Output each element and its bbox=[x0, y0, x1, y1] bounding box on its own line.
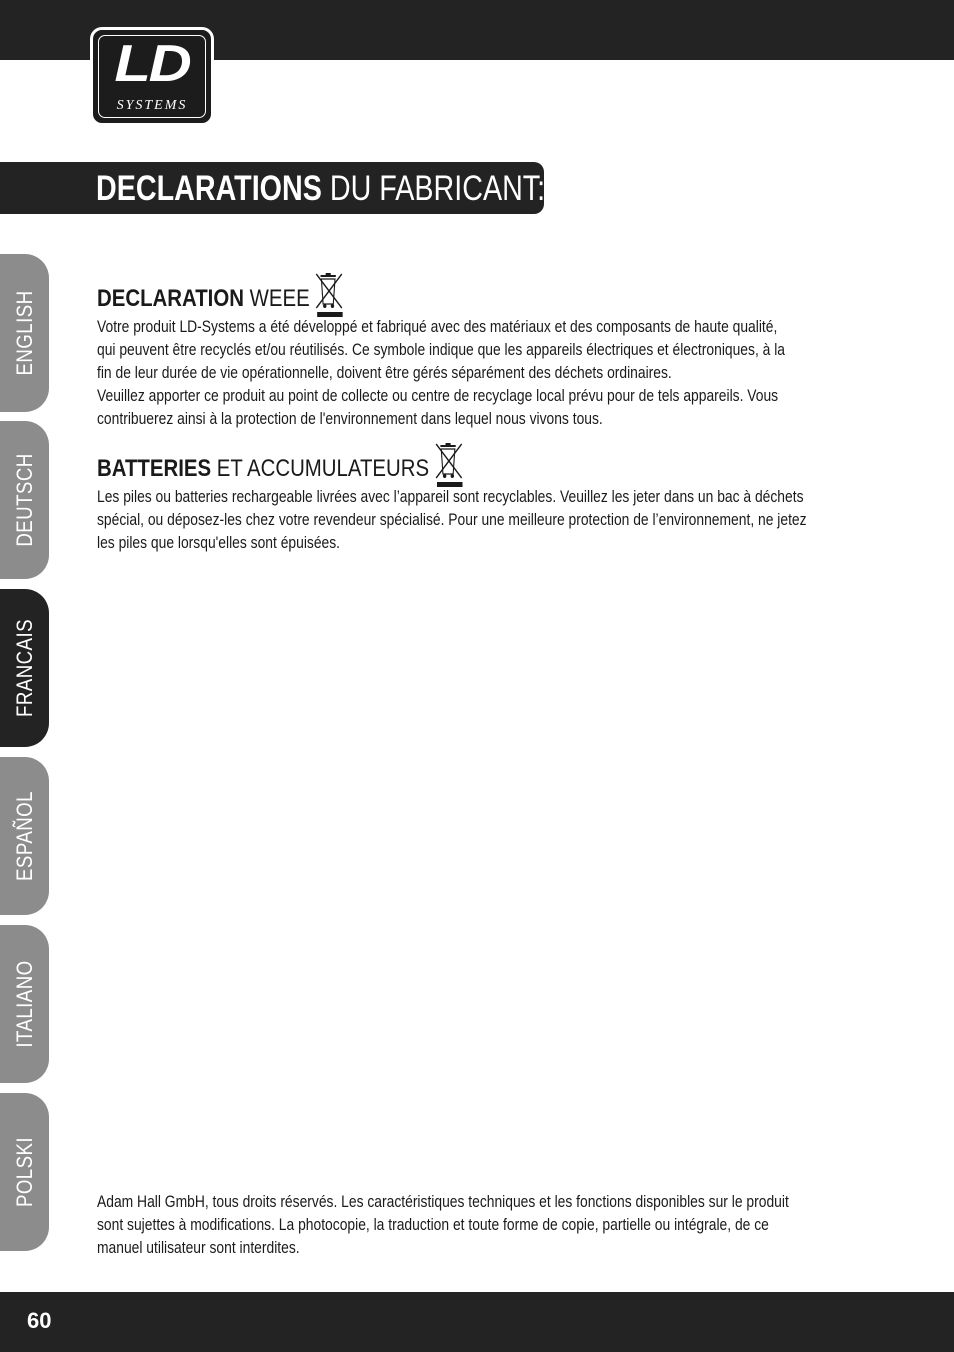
tab-label: ITALIANO bbox=[11, 960, 37, 1048]
text-line: sont sujettes à modifications. La photocopie, la traduction et toute forme de copie, partielle ou intégrale, de ce bbox=[97, 1216, 769, 1234]
tab-polski[interactable] bbox=[0, 1093, 49, 1251]
text-line: qui peuvent être recyclés et/ou réutilisés. Ce symbole indique que les appareils électriques et électroniques, à la bbox=[97, 341, 785, 359]
text-line: contribuerez ainsi à la protection de l'environnement dans lequel nous vivons tous. bbox=[97, 410, 603, 428]
batteries-paragraph bbox=[97, 486, 853, 555]
text-line: Adam Hall GmbH, tous droits réservés. Les caractéristiques techniques et les fonctions disponibles sur le produit bbox=[97, 1193, 789, 1211]
page-title bbox=[96, 168, 545, 210]
tab-italiano[interactable] bbox=[0, 925, 49, 1083]
ld-systems-logo bbox=[90, 27, 214, 126]
text-line: Veuillez apporter ce produit au point de collecte ou centre de recyclage local prévu pour de tels appareils. Vous bbox=[97, 387, 779, 405]
logo-subtitle: SYSTEMS bbox=[116, 98, 188, 113]
tab-label: ENGLISH bbox=[11, 290, 37, 376]
tab-label: POLSKI bbox=[11, 1136, 37, 1208]
page-title-bold: DECLARATIONS bbox=[96, 169, 322, 208]
text-line: spécial, ou déposez-les chez votre revendeur spécialisé. Pour une meilleure protection de l’environnement, ne jetez bbox=[97, 511, 807, 529]
footer-bar bbox=[0, 1292, 954, 1352]
text-line: manuel utilisateur sont interdites. bbox=[97, 1239, 300, 1257]
page-title-regular: DU FABRICANT: bbox=[321, 169, 546, 208]
batteries-heading-regular: ET ACCUMULATEURS bbox=[211, 455, 430, 482]
batteries-heading-bold: BATTERIES bbox=[97, 455, 212, 482]
weee-heading-bold: DECLARATION bbox=[97, 285, 244, 312]
tab-label: DEUTSCH bbox=[11, 453, 37, 547]
tab-deutsch[interactable] bbox=[0, 421, 49, 579]
page-number: 60 bbox=[27, 1308, 52, 1333]
tab-espanol[interactable] bbox=[0, 757, 49, 915]
tab-francais[interactable] bbox=[0, 589, 49, 747]
tab-english[interactable] bbox=[0, 254, 49, 412]
tab-label: ESPAÑOL bbox=[11, 791, 37, 881]
copyright-note bbox=[97, 1191, 853, 1260]
logo-badge bbox=[93, 30, 211, 123]
weee-paragraph bbox=[97, 316, 853, 431]
tab-label: FRANCAIS bbox=[11, 619, 37, 717]
text-line: fin de leur durée de vie opérationnelle, doivent être gérés séparément des déchets ordinaires. bbox=[97, 364, 672, 382]
logo-mark: LD bbox=[114, 35, 190, 93]
weee-heading-regular: WEEE bbox=[243, 285, 310, 312]
text-line: les piles que lorsqu'elles sont épuisées. bbox=[97, 534, 341, 552]
text-line: Votre produit LD-Systems a été développé et fabriqué avec des matériaux et des composants de haute qualité, bbox=[97, 318, 778, 336]
text-line: Les piles ou batteries rechargeable livrées avec l’appareil sont recyclables. Veuillez les jeter dans un bac à déchets bbox=[97, 488, 804, 506]
